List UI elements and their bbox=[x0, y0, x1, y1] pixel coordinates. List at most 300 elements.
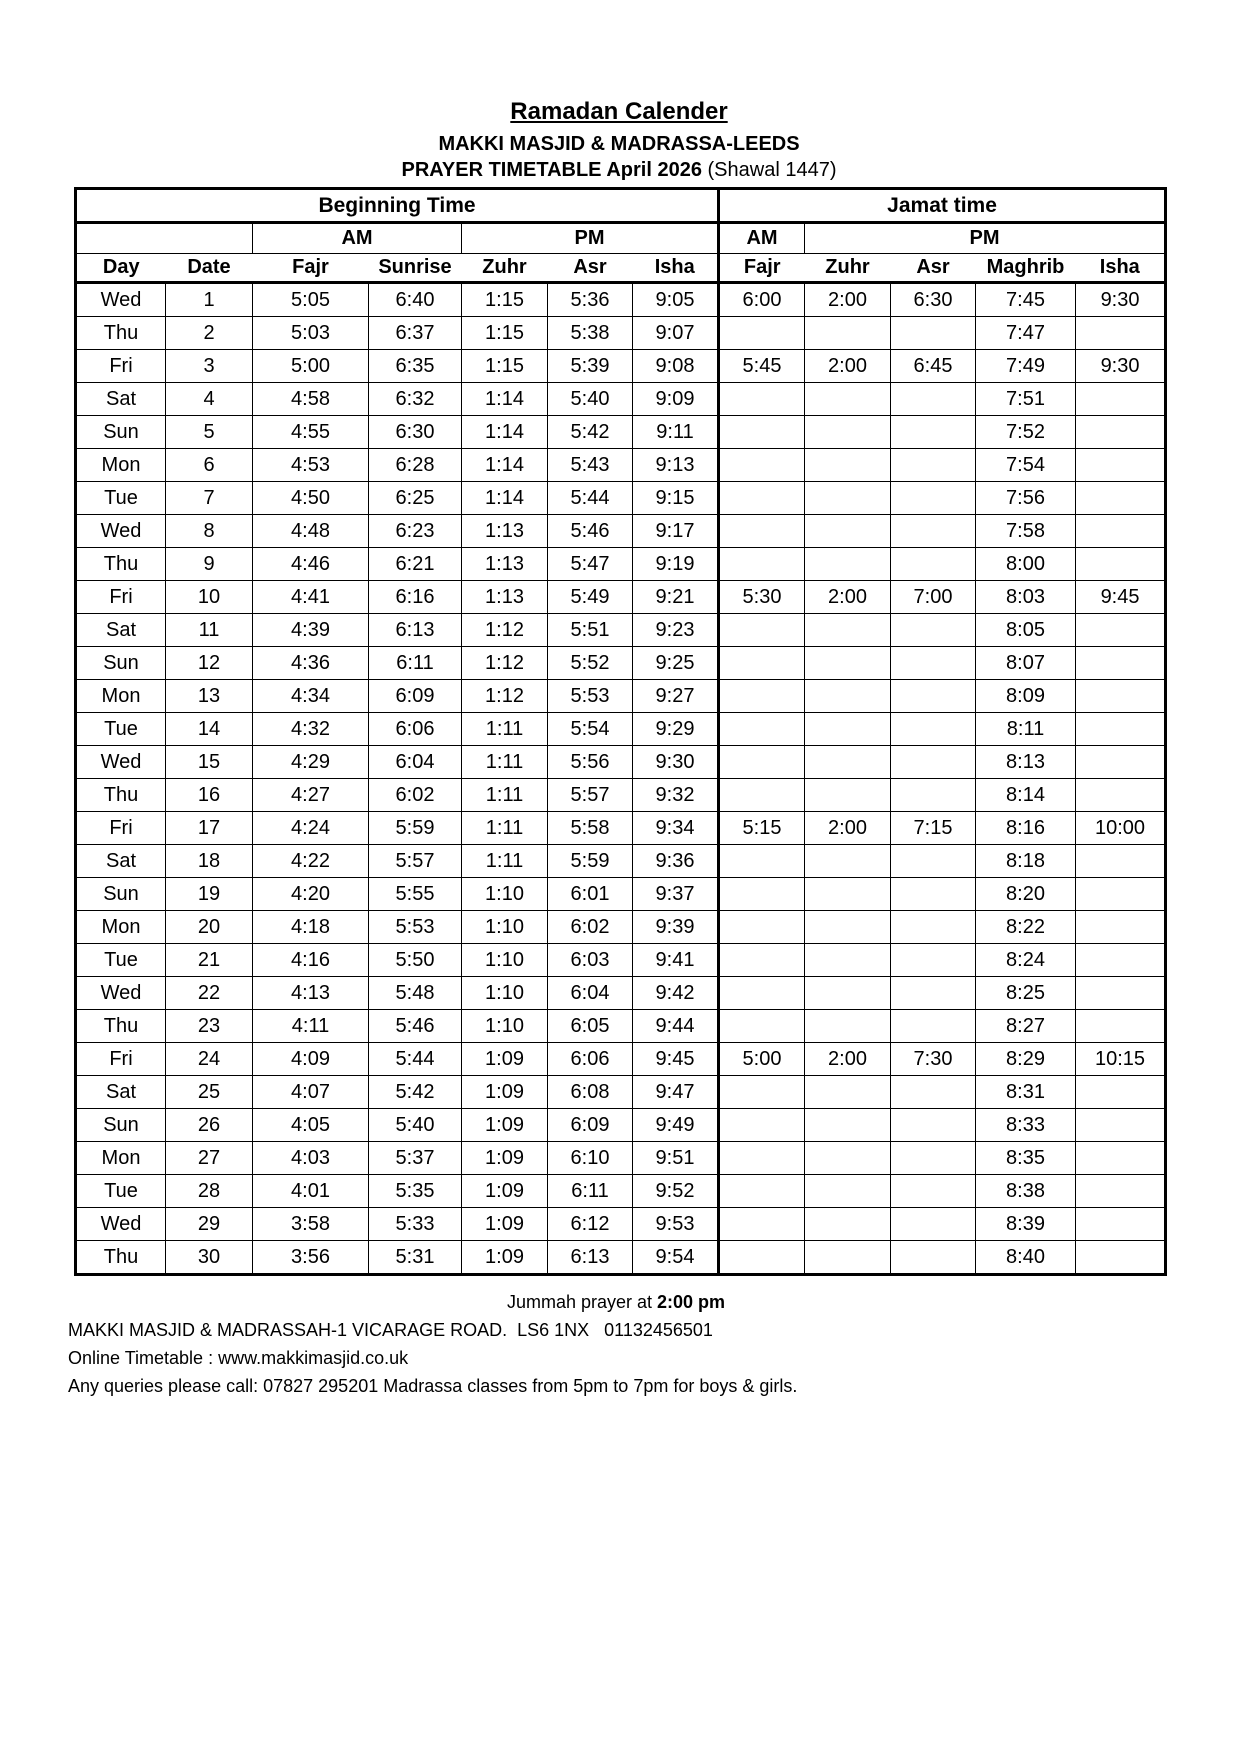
isha-cell: 9:53 bbox=[633, 1208, 719, 1241]
jamat-zuhr-cell bbox=[805, 1109, 891, 1142]
jamat-fajr-cell bbox=[719, 779, 805, 812]
isha-cell: 9:17 bbox=[633, 515, 719, 548]
jamat-zuhr-cell: 2:00 bbox=[805, 283, 891, 317]
zuhr-cell: 1:10 bbox=[462, 977, 548, 1010]
zuhr-cell: 1:14 bbox=[462, 449, 548, 482]
sunrise-cell: 6:16 bbox=[369, 581, 462, 614]
fajr-cell: 4:09 bbox=[253, 1043, 369, 1076]
zuhr-cell: 1:15 bbox=[462, 283, 548, 317]
asr-cell: 5:49 bbox=[548, 581, 633, 614]
zuhr-cell: 1:11 bbox=[462, 845, 548, 878]
jamat-isha-cell bbox=[1076, 647, 1166, 680]
day-cell: Wed bbox=[76, 515, 166, 548]
date-cell: 15 bbox=[166, 746, 253, 779]
table-row bbox=[76, 614, 1166, 647]
day-cell: Tue bbox=[76, 944, 166, 977]
table-row bbox=[76, 1208, 1166, 1241]
table-row bbox=[76, 1076, 1166, 1109]
jummah-time: 2:00 pm bbox=[657, 1292, 726, 1312]
jamat-asr-cell bbox=[891, 548, 976, 581]
section-header-row bbox=[76, 189, 1166, 223]
asr-cell: 5:53 bbox=[548, 680, 633, 713]
document-page bbox=[68, 0, 1164, 1400]
zuhr-cell: 1:11 bbox=[462, 713, 548, 746]
jamat-isha-cell bbox=[1076, 1208, 1166, 1241]
date-cell: 7 bbox=[166, 482, 253, 515]
asr-cell: 5:44 bbox=[548, 482, 633, 515]
isha-cell: 9:51 bbox=[633, 1142, 719, 1175]
day-cell: Sun bbox=[76, 647, 166, 680]
date-cell: 20 bbox=[166, 911, 253, 944]
date-cell: 21 bbox=[166, 944, 253, 977]
fajr-cell: 4:18 bbox=[253, 911, 369, 944]
jamat-zuhr-cell bbox=[805, 845, 891, 878]
sunrise-cell: 5:48 bbox=[369, 977, 462, 1010]
jamat-isha-cell bbox=[1076, 515, 1166, 548]
table-row bbox=[76, 647, 1166, 680]
jamat-maghrib-cell: 7:54 bbox=[976, 449, 1076, 482]
asr-cell: 5:36 bbox=[548, 283, 633, 317]
day-cell: Thu bbox=[76, 317, 166, 350]
zuhr-cell: 1:09 bbox=[462, 1109, 548, 1142]
day-cell: Sun bbox=[76, 878, 166, 911]
jamat-maghrib-cell: 8:35 bbox=[976, 1142, 1076, 1175]
sunrise-cell: 5:42 bbox=[369, 1076, 462, 1109]
date-cell: 28 bbox=[166, 1175, 253, 1208]
fajr-cell: 4:22 bbox=[253, 845, 369, 878]
day-cell: Fri bbox=[76, 581, 166, 614]
sunrise-cell: 5:57 bbox=[369, 845, 462, 878]
date-cell: 19 bbox=[166, 878, 253, 911]
sunrise-cell: 6:11 bbox=[369, 647, 462, 680]
col-header-day: Day bbox=[76, 254, 166, 283]
jamat-asr-cell bbox=[891, 449, 976, 482]
fajr-cell: 4:27 bbox=[253, 779, 369, 812]
sunrise-cell: 6:37 bbox=[369, 317, 462, 350]
day-cell: Fri bbox=[76, 812, 166, 845]
zuhr-cell: 1:12 bbox=[462, 680, 548, 713]
jamat-maghrib-cell: 7:52 bbox=[976, 416, 1076, 449]
date-cell: 26 bbox=[166, 1109, 253, 1142]
address-line: MAKKI MASJID & MADRASSAH-1 VICARAGE ROAD. LS6 1NX 01132456501 bbox=[68, 1320, 713, 1340]
sunrise-cell: 6:25 bbox=[369, 482, 462, 515]
fajr-cell: 4:03 bbox=[253, 1142, 369, 1175]
sunrise-cell: 6:04 bbox=[369, 746, 462, 779]
jamat-isha-cell bbox=[1076, 911, 1166, 944]
isha-cell: 9:42 bbox=[633, 977, 719, 1010]
jamat-asr-cell bbox=[891, 1175, 976, 1208]
asr-cell: 6:01 bbox=[548, 878, 633, 911]
table-row bbox=[76, 449, 1166, 482]
zuhr-cell: 1:11 bbox=[462, 746, 548, 779]
jamat-asr-cell bbox=[891, 317, 976, 350]
jamat-maghrib-cell: 8:05 bbox=[976, 614, 1076, 647]
zuhr-cell: 1:10 bbox=[462, 944, 548, 977]
jamat-fajr-cell bbox=[719, 449, 805, 482]
asr-cell: 5:56 bbox=[548, 746, 633, 779]
zuhr-cell: 1:09 bbox=[462, 1175, 548, 1208]
jamat-zuhr-cell bbox=[805, 1175, 891, 1208]
sunrise-cell: 5:55 bbox=[369, 878, 462, 911]
day-cell: Sun bbox=[76, 1109, 166, 1142]
col-header-sunrise: Sunrise bbox=[369, 254, 462, 283]
date-cell: 9 bbox=[166, 548, 253, 581]
jamat-zuhr-cell bbox=[805, 746, 891, 779]
jamat-zuhr-cell bbox=[805, 482, 891, 515]
zuhr-cell: 1:10 bbox=[462, 911, 548, 944]
day-cell: Mon bbox=[76, 449, 166, 482]
jamat-fajr-cell bbox=[719, 1010, 805, 1043]
jamat-zuhr-cell: 2:00 bbox=[805, 812, 891, 845]
jamat-zuhr-cell bbox=[805, 1076, 891, 1109]
jamat-maghrib-cell: 8:29 bbox=[976, 1043, 1076, 1076]
jamat-maghrib-cell: 8:00 bbox=[976, 548, 1076, 581]
day-cell: Mon bbox=[76, 1142, 166, 1175]
jamat-maghrib-cell: 7:49 bbox=[976, 350, 1076, 383]
jamat-maghrib-cell: 8:33 bbox=[976, 1109, 1076, 1142]
sunrise-cell: 5:37 bbox=[369, 1142, 462, 1175]
section-beginning-time: Beginning Time bbox=[76, 189, 719, 223]
sunrise-cell: 5:53 bbox=[369, 911, 462, 944]
zuhr-cell: 1:11 bbox=[462, 812, 548, 845]
isha-cell: 9:27 bbox=[633, 680, 719, 713]
fajr-cell: 3:58 bbox=[253, 1208, 369, 1241]
table-row bbox=[76, 515, 1166, 548]
asr-cell: 6:10 bbox=[548, 1142, 633, 1175]
fajr-cell: 4:41 bbox=[253, 581, 369, 614]
jamat-fajr-cell bbox=[719, 515, 805, 548]
isha-cell: 9:15 bbox=[633, 482, 719, 515]
day-cell: Tue bbox=[76, 1175, 166, 1208]
asr-cell: 6:05 bbox=[548, 1010, 633, 1043]
date-cell: 18 bbox=[166, 845, 253, 878]
asr-cell: 5:46 bbox=[548, 515, 633, 548]
document-footer bbox=[68, 1288, 1164, 1400]
jamat-maghrib-cell: 8:09 bbox=[976, 680, 1076, 713]
isha-cell: 9:13 bbox=[633, 449, 719, 482]
asr-cell: 6:06 bbox=[548, 1043, 633, 1076]
jamat-maghrib-cell: 7:47 bbox=[976, 317, 1076, 350]
jamat-asr-cell: 6:45 bbox=[891, 350, 976, 383]
jamat-fajr-cell bbox=[719, 1142, 805, 1175]
page-subtitle: MAKKI MASJID & MADRASSA-LEEDS bbox=[438, 133, 800, 155]
jamat-maghrib-cell: 8:39 bbox=[976, 1208, 1076, 1241]
day-cell: Wed bbox=[76, 746, 166, 779]
jamat-maghrib-cell: 8:18 bbox=[976, 845, 1076, 878]
date-cell: 22 bbox=[166, 977, 253, 1010]
jamat-asr-cell bbox=[891, 1142, 976, 1175]
fajr-cell: 5:05 bbox=[253, 283, 369, 317]
date-cell: 25 bbox=[166, 1076, 253, 1109]
day-cell: Tue bbox=[76, 482, 166, 515]
day-cell: Thu bbox=[76, 548, 166, 581]
table-row bbox=[76, 812, 1166, 845]
table-row bbox=[76, 911, 1166, 944]
zuhr-cell: 1:12 bbox=[462, 614, 548, 647]
jamat-isha-cell bbox=[1076, 680, 1166, 713]
beginning-pm-header: PM bbox=[462, 223, 719, 254]
asr-cell: 6:02 bbox=[548, 911, 633, 944]
asr-cell: 5:52 bbox=[548, 647, 633, 680]
jamat-fajr-cell bbox=[719, 878, 805, 911]
jamat-isha-cell bbox=[1076, 614, 1166, 647]
fajr-cell: 4:58 bbox=[253, 383, 369, 416]
jamat-asr-cell bbox=[891, 944, 976, 977]
zuhr-cell: 1:13 bbox=[462, 581, 548, 614]
fajr-cell: 4:01 bbox=[253, 1175, 369, 1208]
table-row bbox=[76, 1010, 1166, 1043]
col-header-isha: Isha bbox=[633, 254, 719, 283]
date-cell: 8 bbox=[166, 515, 253, 548]
table-row bbox=[76, 317, 1166, 350]
jamat-isha-cell bbox=[1076, 482, 1166, 515]
jamat-asr-cell bbox=[891, 845, 976, 878]
isha-cell: 9:47 bbox=[633, 1076, 719, 1109]
zuhr-cell: 1:09 bbox=[462, 1208, 548, 1241]
isha-cell: 9:05 bbox=[633, 283, 719, 317]
asr-cell: 6:03 bbox=[548, 944, 633, 977]
jamat-maghrib-cell: 8:38 bbox=[976, 1175, 1076, 1208]
jamat-asr-cell bbox=[891, 1109, 976, 1142]
date-cell: 2 bbox=[166, 317, 253, 350]
jamat-zuhr-cell bbox=[805, 911, 891, 944]
zuhr-cell: 1:14 bbox=[462, 416, 548, 449]
asr-cell: 5:42 bbox=[548, 416, 633, 449]
asr-cell: 5:58 bbox=[548, 812, 633, 845]
day-cell: Fri bbox=[76, 1043, 166, 1076]
asr-cell: 6:08 bbox=[548, 1076, 633, 1109]
jamat-fajr-cell bbox=[719, 614, 805, 647]
zuhr-cell: 1:12 bbox=[462, 647, 548, 680]
isha-cell: 9:37 bbox=[633, 878, 719, 911]
jamat-zuhr-cell bbox=[805, 1241, 891, 1275]
meridiem-header-row bbox=[76, 223, 1166, 254]
jamat-maghrib-cell: 8:11 bbox=[976, 713, 1076, 746]
online-timetable-line: Online Timetable : www.makkimasjid.co.uk bbox=[68, 1348, 409, 1368]
timetable-line-regular: (Shawal 1447) bbox=[701, 159, 837, 181]
jamat-maghrib-cell: 8:13 bbox=[976, 746, 1076, 779]
meridiem-empty-cell bbox=[76, 223, 253, 254]
asr-cell: 5:40 bbox=[548, 383, 633, 416]
sunrise-cell: 6:40 bbox=[369, 283, 462, 317]
jamat-fajr-cell bbox=[719, 1109, 805, 1142]
sunrise-cell: 6:23 bbox=[369, 515, 462, 548]
jamat-zuhr-cell bbox=[805, 647, 891, 680]
jamat-isha-cell: 10:00 bbox=[1076, 812, 1166, 845]
jamat-zuhr-cell bbox=[805, 944, 891, 977]
jummah-note-text: Jummah prayer at bbox=[506, 1292, 658, 1312]
table-row bbox=[76, 482, 1166, 515]
isha-cell: 9:30 bbox=[633, 746, 719, 779]
jamat-asr-cell bbox=[891, 647, 976, 680]
table-row bbox=[76, 1109, 1166, 1142]
zuhr-cell: 1:09 bbox=[462, 1142, 548, 1175]
jamat-fajr-cell bbox=[719, 680, 805, 713]
beginning-am-header: AM bbox=[253, 223, 462, 254]
jamat-fajr-cell: 5:00 bbox=[719, 1043, 805, 1076]
jamat-fajr-cell bbox=[719, 317, 805, 350]
col-header-jamat-zuhr: Zuhr bbox=[805, 254, 891, 283]
isha-cell: 9:07 bbox=[633, 317, 719, 350]
jamat-maghrib-cell: 7:58 bbox=[976, 515, 1076, 548]
sunrise-cell: 5:46 bbox=[369, 1010, 462, 1043]
day-cell: Thu bbox=[76, 779, 166, 812]
asr-cell: 5:39 bbox=[548, 350, 633, 383]
col-header-asr: Asr bbox=[548, 254, 633, 283]
jamat-fajr-cell bbox=[719, 1241, 805, 1275]
jamat-asr-cell bbox=[891, 1241, 976, 1275]
fajr-cell: 5:03 bbox=[253, 317, 369, 350]
date-cell: 24 bbox=[166, 1043, 253, 1076]
jamat-isha-cell bbox=[1076, 1175, 1166, 1208]
timetable-line-bold: PRAYER TIMETABLE April 2026 bbox=[401, 159, 702, 181]
jamat-asr-cell bbox=[891, 515, 976, 548]
zuhr-cell: 1:09 bbox=[462, 1076, 548, 1109]
date-cell: 5 bbox=[166, 416, 253, 449]
date-cell: 29 bbox=[166, 1208, 253, 1241]
date-cell: 1 bbox=[166, 283, 253, 317]
asr-cell: 6:13 bbox=[548, 1241, 633, 1275]
isha-cell: 9:49 bbox=[633, 1109, 719, 1142]
fajr-cell: 4:05 bbox=[253, 1109, 369, 1142]
jamat-fajr-cell: 5:45 bbox=[719, 350, 805, 383]
sunrise-cell: 5:35 bbox=[369, 1175, 462, 1208]
table-row bbox=[76, 383, 1166, 416]
day-cell: Wed bbox=[76, 977, 166, 1010]
jamat-zuhr-cell bbox=[805, 680, 891, 713]
jamat-isha-cell bbox=[1076, 845, 1166, 878]
fajr-cell: 4:32 bbox=[253, 713, 369, 746]
table-row bbox=[76, 977, 1166, 1010]
jamat-maghrib-cell: 8:40 bbox=[976, 1241, 1076, 1275]
fajr-cell: 4:53 bbox=[253, 449, 369, 482]
prayer-timetable bbox=[74, 187, 1167, 1276]
asr-cell: 6:11 bbox=[548, 1175, 633, 1208]
jamat-isha-cell bbox=[1076, 548, 1166, 581]
jamat-asr-cell bbox=[891, 713, 976, 746]
fajr-cell: 4:29 bbox=[253, 746, 369, 779]
jamat-fajr-cell bbox=[719, 713, 805, 746]
jamat-asr-cell bbox=[891, 680, 976, 713]
sunrise-cell: 6:21 bbox=[369, 548, 462, 581]
jamat-isha-cell bbox=[1076, 317, 1166, 350]
fajr-cell: 4:13 bbox=[253, 977, 369, 1010]
jamat-isha-cell bbox=[1076, 1076, 1166, 1109]
zuhr-cell: 1:13 bbox=[462, 548, 548, 581]
day-cell: Thu bbox=[76, 1241, 166, 1275]
jamat-asr-cell: 7:15 bbox=[891, 812, 976, 845]
jamat-zuhr-cell bbox=[805, 548, 891, 581]
jamat-asr-cell: 6:30 bbox=[891, 283, 976, 317]
day-cell: Mon bbox=[76, 911, 166, 944]
jummah-note bbox=[68, 1288, 1164, 1316]
fajr-cell: 4:39 bbox=[253, 614, 369, 647]
jamat-fajr-cell bbox=[719, 845, 805, 878]
jamat-zuhr-cell bbox=[805, 416, 891, 449]
table-row bbox=[76, 779, 1166, 812]
table-row bbox=[76, 680, 1166, 713]
jamat-zuhr-cell bbox=[805, 515, 891, 548]
table-row bbox=[76, 283, 1166, 317]
table-row bbox=[76, 350, 1166, 383]
jamat-pm-header: PM bbox=[805, 223, 1166, 254]
jamat-isha-cell bbox=[1076, 1010, 1166, 1043]
jamat-zuhr-cell bbox=[805, 449, 891, 482]
date-cell: 4 bbox=[166, 383, 253, 416]
day-cell: Tue bbox=[76, 713, 166, 746]
jamat-asr-cell bbox=[891, 383, 976, 416]
day-cell: Sat bbox=[76, 383, 166, 416]
isha-cell: 9:44 bbox=[633, 1010, 719, 1043]
jamat-asr-cell bbox=[891, 482, 976, 515]
jamat-maghrib-cell: 8:20 bbox=[976, 878, 1076, 911]
fajr-cell: 4:55 bbox=[253, 416, 369, 449]
jamat-isha-cell bbox=[1076, 449, 1166, 482]
jamat-fajr-cell bbox=[719, 1208, 805, 1241]
isha-cell: 9:54 bbox=[633, 1241, 719, 1275]
date-cell: 16 bbox=[166, 779, 253, 812]
day-cell: Sat bbox=[76, 614, 166, 647]
asr-cell: 5:47 bbox=[548, 548, 633, 581]
jamat-asr-cell bbox=[891, 746, 976, 779]
date-cell: 30 bbox=[166, 1241, 253, 1275]
jamat-maghrib-cell: 7:45 bbox=[976, 283, 1076, 317]
timetable-body bbox=[76, 283, 1166, 1275]
jamat-fajr-cell bbox=[719, 647, 805, 680]
jamat-fajr-cell bbox=[719, 944, 805, 977]
zuhr-cell: 1:09 bbox=[462, 1043, 548, 1076]
jamat-isha-cell bbox=[1076, 779, 1166, 812]
sunrise-cell: 5:59 bbox=[369, 812, 462, 845]
jamat-fajr-cell bbox=[719, 977, 805, 1010]
date-cell: 11 bbox=[166, 614, 253, 647]
fajr-cell: 4:36 bbox=[253, 647, 369, 680]
date-cell: 14 bbox=[166, 713, 253, 746]
jamat-maghrib-cell: 8:27 bbox=[976, 1010, 1076, 1043]
day-cell: Mon bbox=[76, 680, 166, 713]
jamat-maghrib-cell: 8:22 bbox=[976, 911, 1076, 944]
jamat-fajr-cell bbox=[719, 383, 805, 416]
zuhr-cell: 1:14 bbox=[462, 482, 548, 515]
jamat-maghrib-cell: 7:51 bbox=[976, 383, 1076, 416]
zuhr-cell: 1:11 bbox=[462, 779, 548, 812]
isha-cell: 9:39 bbox=[633, 911, 719, 944]
jamat-fajr-cell: 5:15 bbox=[719, 812, 805, 845]
jamat-asr-cell: 7:00 bbox=[891, 581, 976, 614]
jamat-isha-cell bbox=[1076, 383, 1166, 416]
jamat-isha-cell bbox=[1076, 977, 1166, 1010]
sunrise-cell: 5:33 bbox=[369, 1208, 462, 1241]
jamat-isha-cell bbox=[1076, 1109, 1166, 1142]
day-cell: Sat bbox=[76, 1076, 166, 1109]
jamat-fajr-cell: 5:30 bbox=[719, 581, 805, 614]
col-header-jamat-fajr: Fajr bbox=[719, 254, 805, 283]
asr-cell: 6:09 bbox=[548, 1109, 633, 1142]
jamat-maghrib-cell: 7:56 bbox=[976, 482, 1076, 515]
jamat-zuhr-cell bbox=[805, 1010, 891, 1043]
isha-cell: 9:29 bbox=[633, 713, 719, 746]
jamat-zuhr-cell bbox=[805, 713, 891, 746]
zuhr-cell: 1:13 bbox=[462, 515, 548, 548]
isha-cell: 9:34 bbox=[633, 812, 719, 845]
section-jamat-time: Jamat time bbox=[719, 189, 1166, 223]
jamat-isha-cell bbox=[1076, 878, 1166, 911]
jamat-isha-cell bbox=[1076, 746, 1166, 779]
jamat-asr-cell bbox=[891, 779, 976, 812]
fajr-cell: 4:34 bbox=[253, 680, 369, 713]
jamat-asr-cell bbox=[891, 878, 976, 911]
isha-cell: 9:32 bbox=[633, 779, 719, 812]
